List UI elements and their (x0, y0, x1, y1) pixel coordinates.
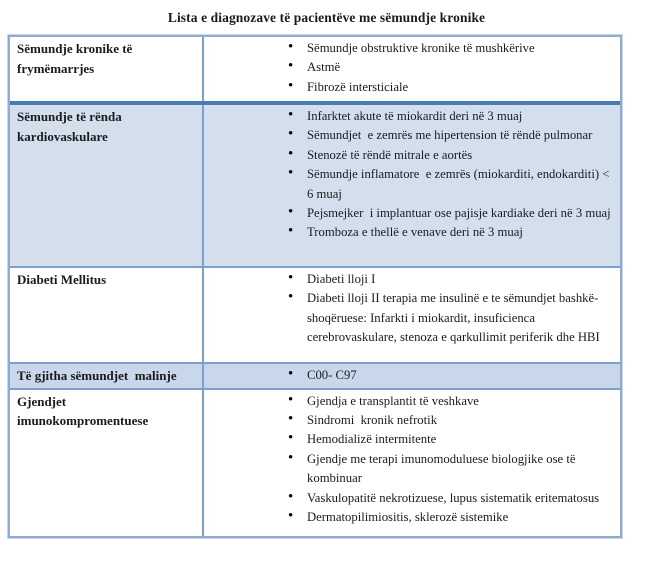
diagnosis-item: • Sëmundje obstruktive kronike të mushkërive (307, 39, 612, 58)
diagnosis-item: • Diabeti lloji I (307, 270, 612, 289)
table-row (10, 37, 620, 101)
bullet-list (204, 391, 620, 529)
diagnosis-item: • Gjendja e transplantit të veshkave (307, 392, 612, 411)
diagnosis-item: • Sindromi kronik nefrotik (307, 411, 612, 430)
diagnosis-item: • Diabeti lloji II terapia me insulinë e te sëmundjet bashkë-shoqëruese: Infarkti i miokardit, insuficienca cerebrovaskulare, stenoza e qarkullimit periferik dhe HBI (307, 289, 612, 347)
bullet-list (204, 38, 620, 98)
diagnosis-item: • Vaskulopatitë nekrotizuese, lupus sistematik eritematosus (307, 489, 612, 508)
table-row (10, 266, 620, 362)
diagnosis-table (8, 35, 622, 538)
document-title: Lista e diagnozave të pacientëve me sëmundje kronike (167, 10, 486, 25)
bullet-list (204, 365, 620, 386)
items-cell (204, 390, 620, 536)
items-cell (204, 364, 620, 388)
diagnosis-item: • Pejsmejker i implantuar ose pajisje kardiake deri në 3 muaj (307, 204, 612, 223)
bullet-list (204, 269, 620, 349)
diagnosis-item: • C00- C97 (307, 366, 612, 385)
table-row (10, 101, 620, 266)
items-cell (204, 37, 620, 101)
bullet-list (204, 106, 620, 244)
category-cell: Sëmundje të rënda kardiovaskulare (10, 105, 204, 266)
diagnosis-item: • Sëmundjet e zemrës me hipertension të rëndë pulmonar (307, 126, 612, 145)
table-row (10, 388, 620, 536)
items-cell (204, 268, 620, 362)
diagnosis-item: • Tromboza e thellë e venave deri në 3 muaj (307, 223, 612, 242)
category-cell: Sëmundje kronike të frymëmarrjes (10, 37, 204, 101)
table-row (10, 362, 620, 388)
diagnosis-item: • Infarktet akute të miokardit deri në 3 muaj (307, 107, 612, 126)
diagnosis-item: • Sëmundje inflamatore e zemrës (miokarditi, endokarditi) < 6 muaj (307, 165, 612, 204)
diagnosis-item: • Stenozë të rëndë mitrale e aortës (307, 146, 612, 165)
diagnosis-item: • Fibrozë intersticiale (307, 78, 612, 97)
diagnosis-item: • Astmë (307, 58, 612, 77)
page (0, 10, 653, 562)
diagnosis-item: • Hemodializë intermitente (307, 430, 612, 449)
diagnosis-item: • Dermatopilimiositis, sklerozë sistemike (307, 508, 612, 527)
items-cell (204, 105, 620, 266)
category-cell: Diabeti Mellitus (10, 268, 204, 362)
category-cell: Të gjitha sëmundjet malinje (10, 364, 204, 388)
diagnosis-item: • Gjendje me terapi imunomoduluese biologjike ose të kombinuar (307, 450, 612, 489)
category-cell: Gjendjet imunokompromentuese (10, 390, 204, 536)
